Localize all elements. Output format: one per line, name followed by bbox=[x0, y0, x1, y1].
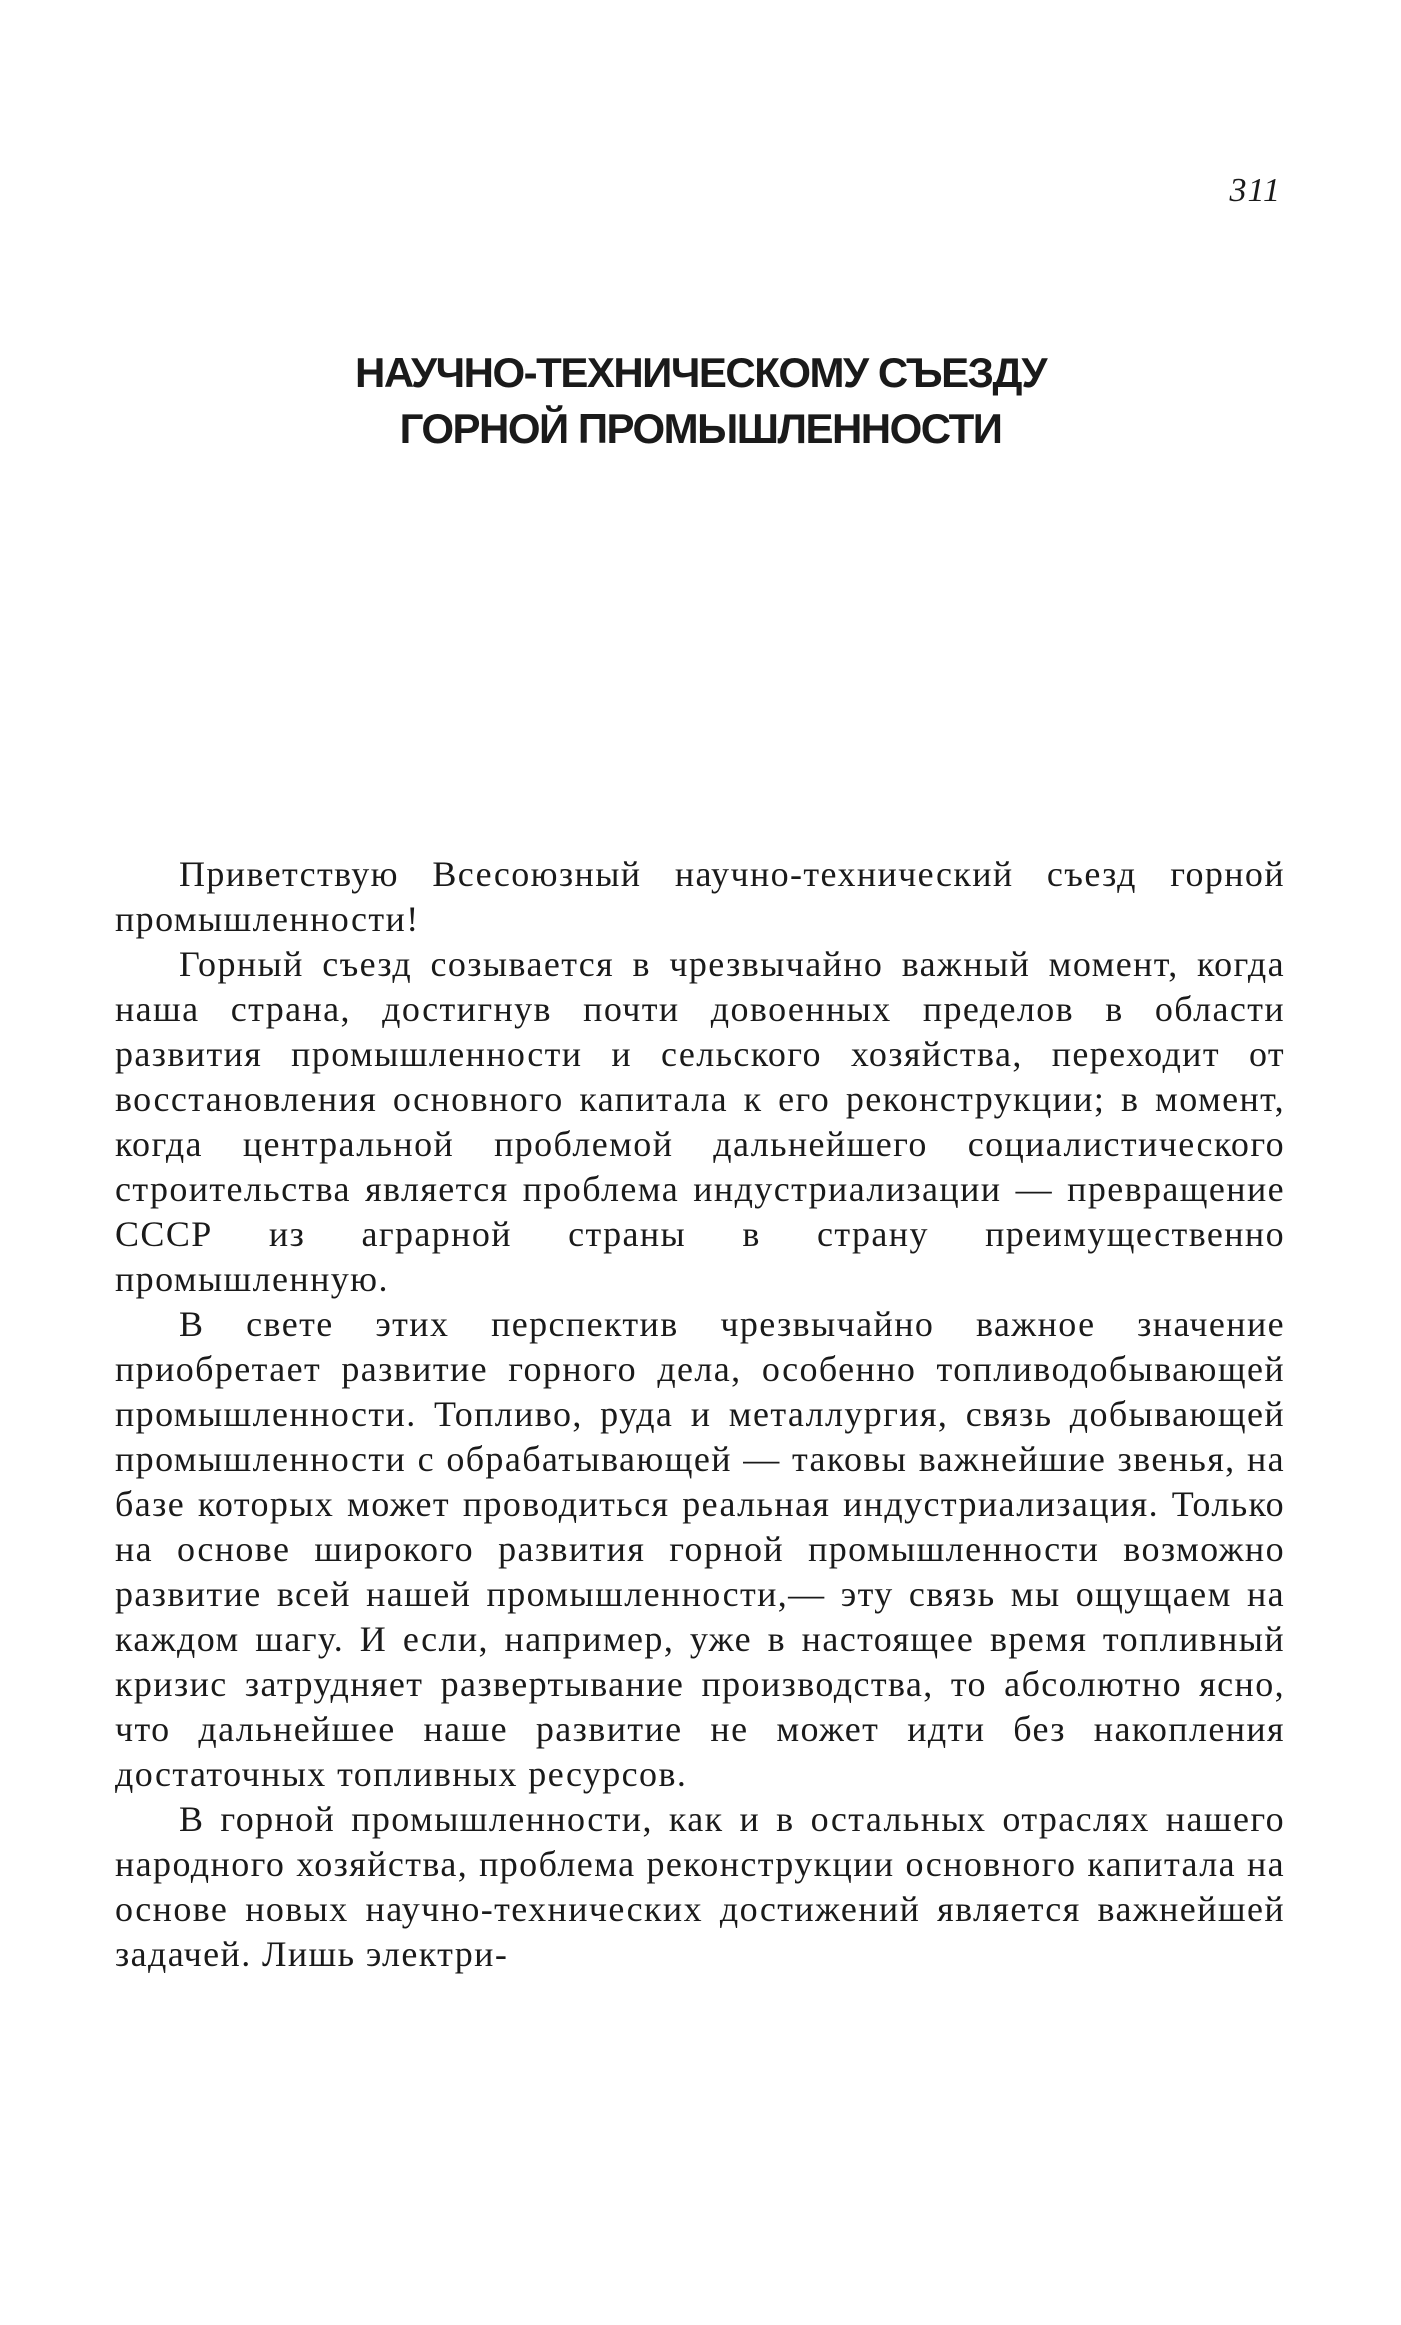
title-line-2: ГОРНОЙ ПРОМЫШЛЕННОСТИ bbox=[399, 405, 1002, 452]
body-text bbox=[115, 852, 1285, 1977]
page-number: 311 bbox=[1229, 172, 1281, 209]
title-line-1: НАУЧНО-ТЕХНИЧЕСКОМУ СЪЕЗДУ bbox=[354, 349, 1047, 396]
paragraph: Горный съезд созывается в чрезвычайно важный момент, когда наша страна, достигнув почти довоенных пределов в области развития промышленности и сельского хозяйства, переходит от восстановления основного капитала к его реконструкции; в момент, когда центральной проблемой дальнейшего социалистического строительства является проблема индустриализации — превращение СССР из аграрной страны в страну преимущественно промышленную. bbox=[115, 944, 1285, 1299]
paragraph: В свете этих перспектив чрезвычайно важное значение приобретает развитие горного дела, особенно топливодобывающей промышленности. Топливо, руда и металлургия, связь добывающей промышленности с обрабатывающей — таковы важнейшие звенья, на базе которых может проводиться реальная индустриализация. Только на основе широкого развития горной промышленности возможно развитие всей нашей промышленности,— эту связь мы ощущаем на каждом шагу. И если, например, уже в настоящее время топливный кризис затрудняет развертывание производства, то абсолютно ясно, что дальнейшее наше развитие не может идти без накопления достаточных топливных ресурсов. bbox=[115, 1304, 1285, 1794]
page-title bbox=[0, 345, 1401, 457]
paragraph: В горной промышленности, как и в остальных отраслях нашего народного хозяйства, проблема реконструкции основного капитала на основе новых научно-технических достижений является важнейшей задачей. Лишь электри- bbox=[115, 1799, 1285, 1974]
paragraph: Приветствую Всесоюзный научно-технический съезд горной промышленности! bbox=[115, 854, 1285, 939]
